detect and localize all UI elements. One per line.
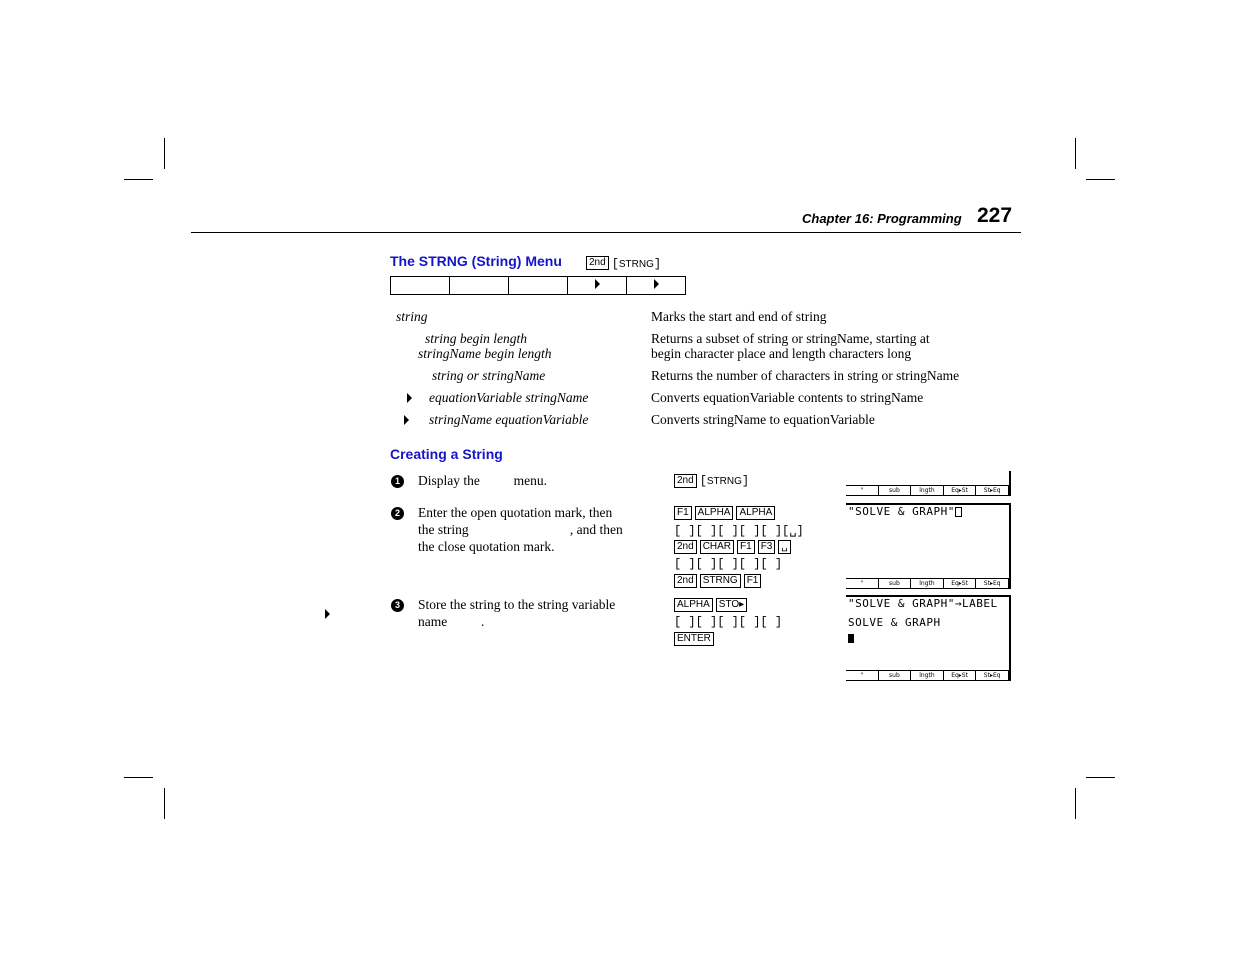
key-sto: STO▸ [716, 598, 747, 612]
step-number: 3 [391, 599, 404, 612]
func-5-desc: Converts stringName to equationVariable [651, 412, 875, 427]
page-number: 227 [977, 204, 1013, 227]
calc-screen-3 [846, 595, 1011, 681]
func-2-desc-b: begin character place and length characters long [651, 346, 912, 361]
key-enter: ENTER [674, 632, 714, 646]
key-space: ␣ [778, 540, 790, 554]
strng-menu-keys: 2nd [STRNG] [586, 254, 661, 272]
key-2nd: 2nd [674, 574, 697, 588]
arrow-right-icon [654, 279, 659, 289]
step-3-keys [674, 598, 782, 649]
section-title-creating-string: Creating a String [390, 446, 503, 462]
crop-mark [164, 138, 165, 169]
func-1-desc: Marks the start and end of string [651, 309, 827, 324]
func-3-syntax: string or stringName [432, 368, 546, 383]
screen-line: SOLVE & GRAPH [848, 616, 941, 629]
arrow-right-icon [407, 393, 412, 403]
key-alpha: ALPHA [674, 598, 713, 612]
step-1-keys: 2nd [STRNG] [674, 474, 749, 491]
key-2nd: 2nd [674, 474, 697, 488]
softkey-2 [450, 277, 509, 295]
crop-mark [1086, 179, 1115, 180]
key-f1: F1 [744, 574, 762, 588]
key-f3: F3 [758, 540, 776, 554]
screen-menu-bar: " sub lngth Eq▸St St▸Eq [846, 670, 1009, 681]
key-f1: F1 [674, 506, 692, 520]
key-alpha: ALPHA [695, 506, 734, 520]
screen-menu-bar: " sub lngth Eq▸St St▸Eq [846, 578, 1009, 589]
key-f1: F1 [737, 540, 755, 554]
letter-keys: [ ][ ][ ][ ][ ] [674, 615, 783, 629]
screen-line: "SOLVE & GRAPH" [848, 505, 962, 518]
func-4-desc: Converts equationVariable contents to stringName [651, 390, 924, 405]
calc-screen-1 [846, 471, 1011, 496]
header-rule [191, 232, 1021, 233]
letter-keys: [ ][ ][ ][ ][ ] [674, 557, 783, 571]
cursor-icon [955, 507, 962, 517]
step-3-text-b: name . [418, 614, 485, 629]
key-2nd: 2nd [674, 540, 697, 554]
calc-screen-2 [846, 503, 1011, 589]
key-alpha: ALPHA [736, 506, 775, 520]
screen-line: "SOLVE & GRAPH"→LABEL [848, 597, 998, 610]
key-char: CHAR [700, 540, 734, 554]
arrow-right-icon [404, 415, 409, 425]
letter-keys: [ ][ ][ ][ ][ ][␣] [674, 524, 804, 538]
step-number: 1 [391, 475, 404, 488]
crop-mark [1086, 777, 1115, 778]
section-title-strng-menu: The STRNG (String) Menu [390, 253, 562, 269]
strng-softkey-menu [390, 276, 686, 295]
func-4-syntax: equationVariable stringName [429, 390, 589, 405]
func-2-syntax-a: string begin length [425, 331, 527, 346]
func-2-desc-a: Returns a subset of string or stringName, starting at [651, 331, 930, 346]
step-2-text-a: Enter the open quotation mark, then [418, 505, 613, 520]
step-number: 2 [391, 507, 404, 520]
crop-mark [124, 777, 153, 778]
step-2-text-c: the close quotation mark. [418, 539, 555, 554]
step-3-text-a: Store the string to the string variable [418, 597, 616, 612]
chapter-title: Chapter 16: Programming [802, 211, 962, 226]
cursor-icon [848, 634, 854, 643]
crop-mark [164, 788, 165, 819]
screen-menu-bar: " sub lngth Eq▸St St▸Eq [846, 485, 1009, 496]
softkey-5 [627, 277, 686, 295]
key-strng: STRNG [700, 574, 741, 588]
crop-mark [1075, 788, 1076, 819]
crop-mark [1075, 138, 1076, 169]
crop-mark [124, 179, 153, 180]
softkey-1 [391, 277, 450, 295]
key-2nd: 2nd [586, 256, 609, 270]
func-3-desc: Returns the number of characters in string or stringName [651, 368, 960, 383]
arrow-right-icon [325, 609, 330, 619]
key-strng: STRNG [706, 476, 742, 487]
arrow-right-icon [595, 279, 600, 289]
step-2-keys [674, 506, 804, 591]
step-1-text: Display the menu. [418, 473, 547, 488]
func-1-syntax: string [396, 309, 428, 324]
softkey-4 [568, 277, 627, 295]
step-2-text-b: the string , and then [418, 522, 623, 537]
softkey-3 [509, 277, 568, 295]
func-2-syntax-b: stringName begin length [418, 346, 552, 361]
key-strng: STRNG [618, 259, 654, 270]
func-5-syntax: stringName equationVariable [429, 412, 589, 427]
